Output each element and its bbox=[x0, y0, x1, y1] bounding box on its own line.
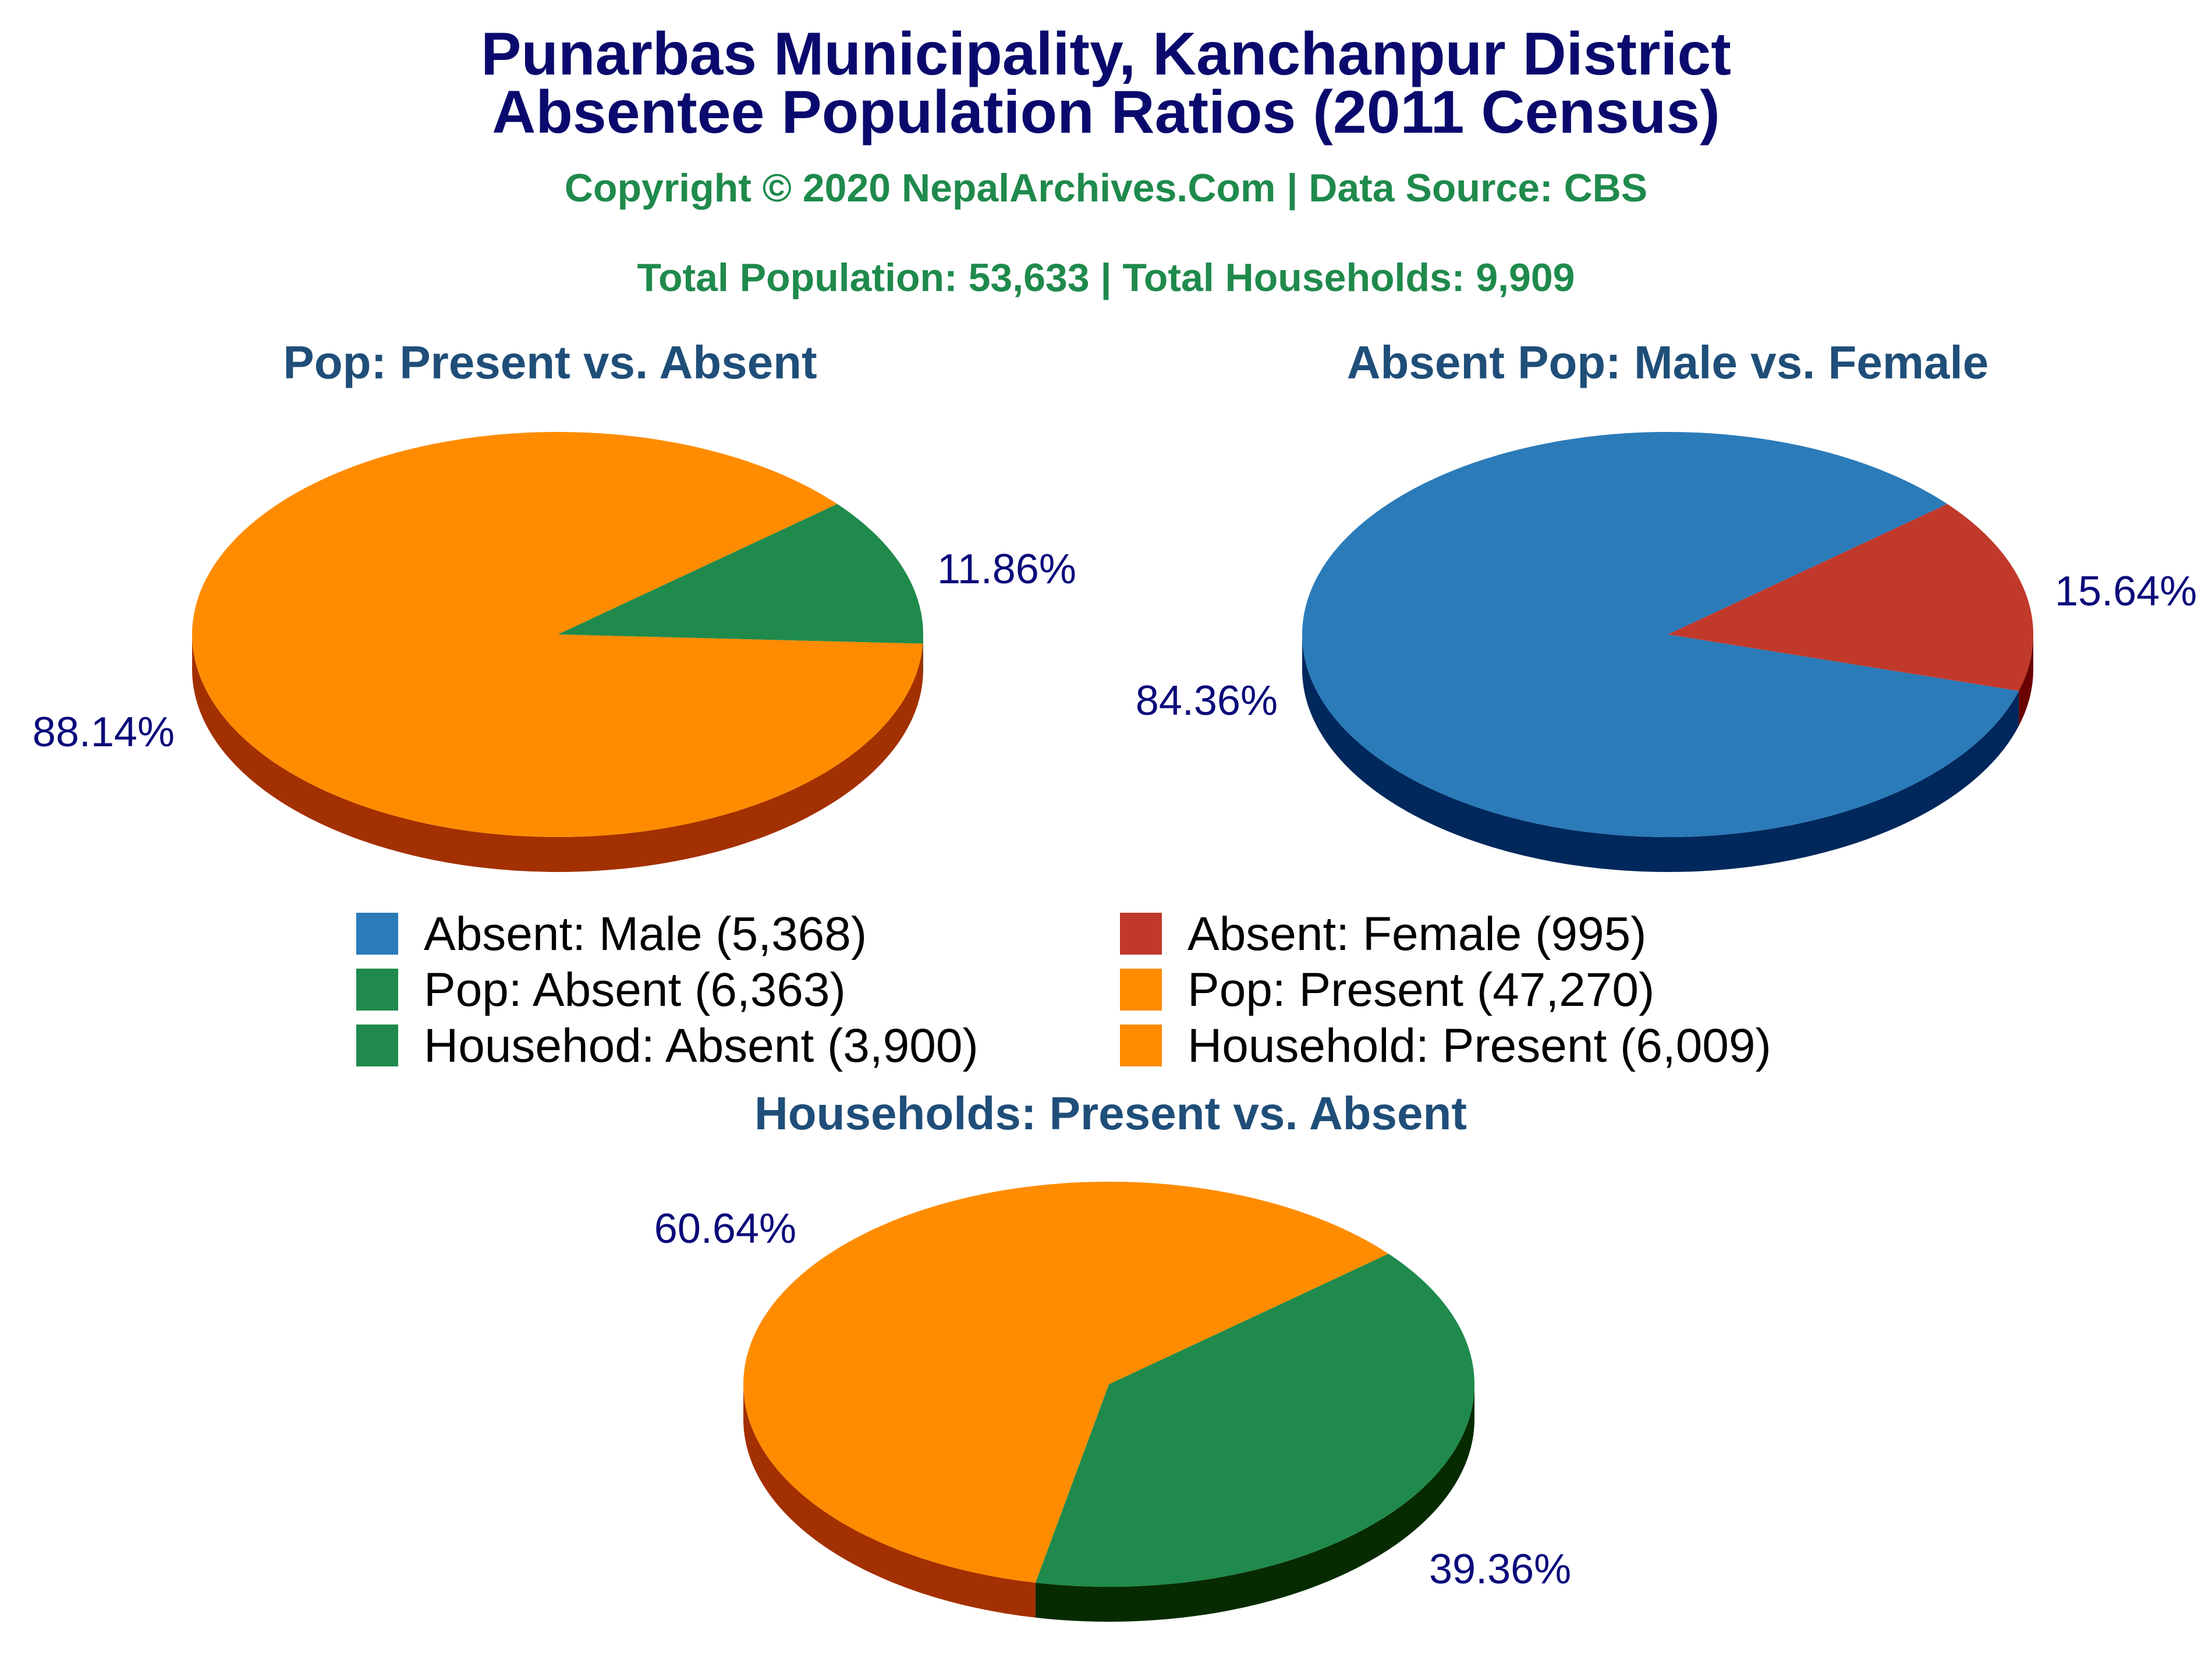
pie-2-percent-label-absent-male: 84.36% bbox=[1135, 678, 1278, 724]
legend-swatch-absent-male bbox=[356, 913, 398, 955]
legend-swatch-pop-absent bbox=[356, 969, 398, 1011]
legend-swatch-household-present bbox=[1120, 1025, 1162, 1066]
legend-label-pop-absent: Pop: Absent (6,363) bbox=[424, 963, 846, 1016]
legend bbox=[356, 908, 1771, 1072]
copyright-subtitle: Copyright © 2020 NepalArchives.Com | Data Source: CBS bbox=[564, 166, 1648, 210]
pie-title-population: Pop: Present vs. Absent bbox=[283, 336, 817, 388]
legend-swatch-household-absent bbox=[356, 1025, 398, 1066]
totals-subtitle: Total Population: 53,633 | Total Households: 9,909 bbox=[637, 256, 1575, 300]
pie-2-percent-label-absent-female: 15.64% bbox=[2055, 568, 2197, 615]
legend-swatch-pop-present bbox=[1120, 969, 1162, 1011]
chart-title-line-1: Punarbas Municipality, Kanchanpur District bbox=[481, 20, 1731, 88]
chart-title-line-2: Absentee Population Ratios (2011 Census) bbox=[492, 79, 1720, 146]
pie-3-percent-label-househod-absent: 39.36% bbox=[1429, 1546, 1572, 1593]
pie-title-households: Households: Present vs. Absent bbox=[754, 1087, 1467, 1139]
legend-label-household-present: Household: Present (6,009) bbox=[1187, 1019, 1771, 1072]
legend-swatch-absent-female bbox=[1120, 913, 1162, 955]
legend-label-household-absent: Househod: Absent (3,900) bbox=[424, 1019, 979, 1072]
legend-label-absent-female: Absent: Female (995) bbox=[1187, 908, 1647, 960]
pie-1-percent-label-pop-absent: 11.86% bbox=[937, 546, 1076, 593]
pie-title-absent-gender: Absent Pop: Male vs. Female bbox=[1346, 336, 1989, 388]
legend-label-absent-male: Absent: Male (5,368) bbox=[424, 908, 867, 960]
pie-3-percent-label-household-present: 60.64% bbox=[654, 1206, 796, 1252]
legend-label-pop-present: Pop: Present (47,270) bbox=[1187, 963, 1655, 1016]
pie-1-percent-label-pop-present: 88.14% bbox=[32, 709, 175, 756]
